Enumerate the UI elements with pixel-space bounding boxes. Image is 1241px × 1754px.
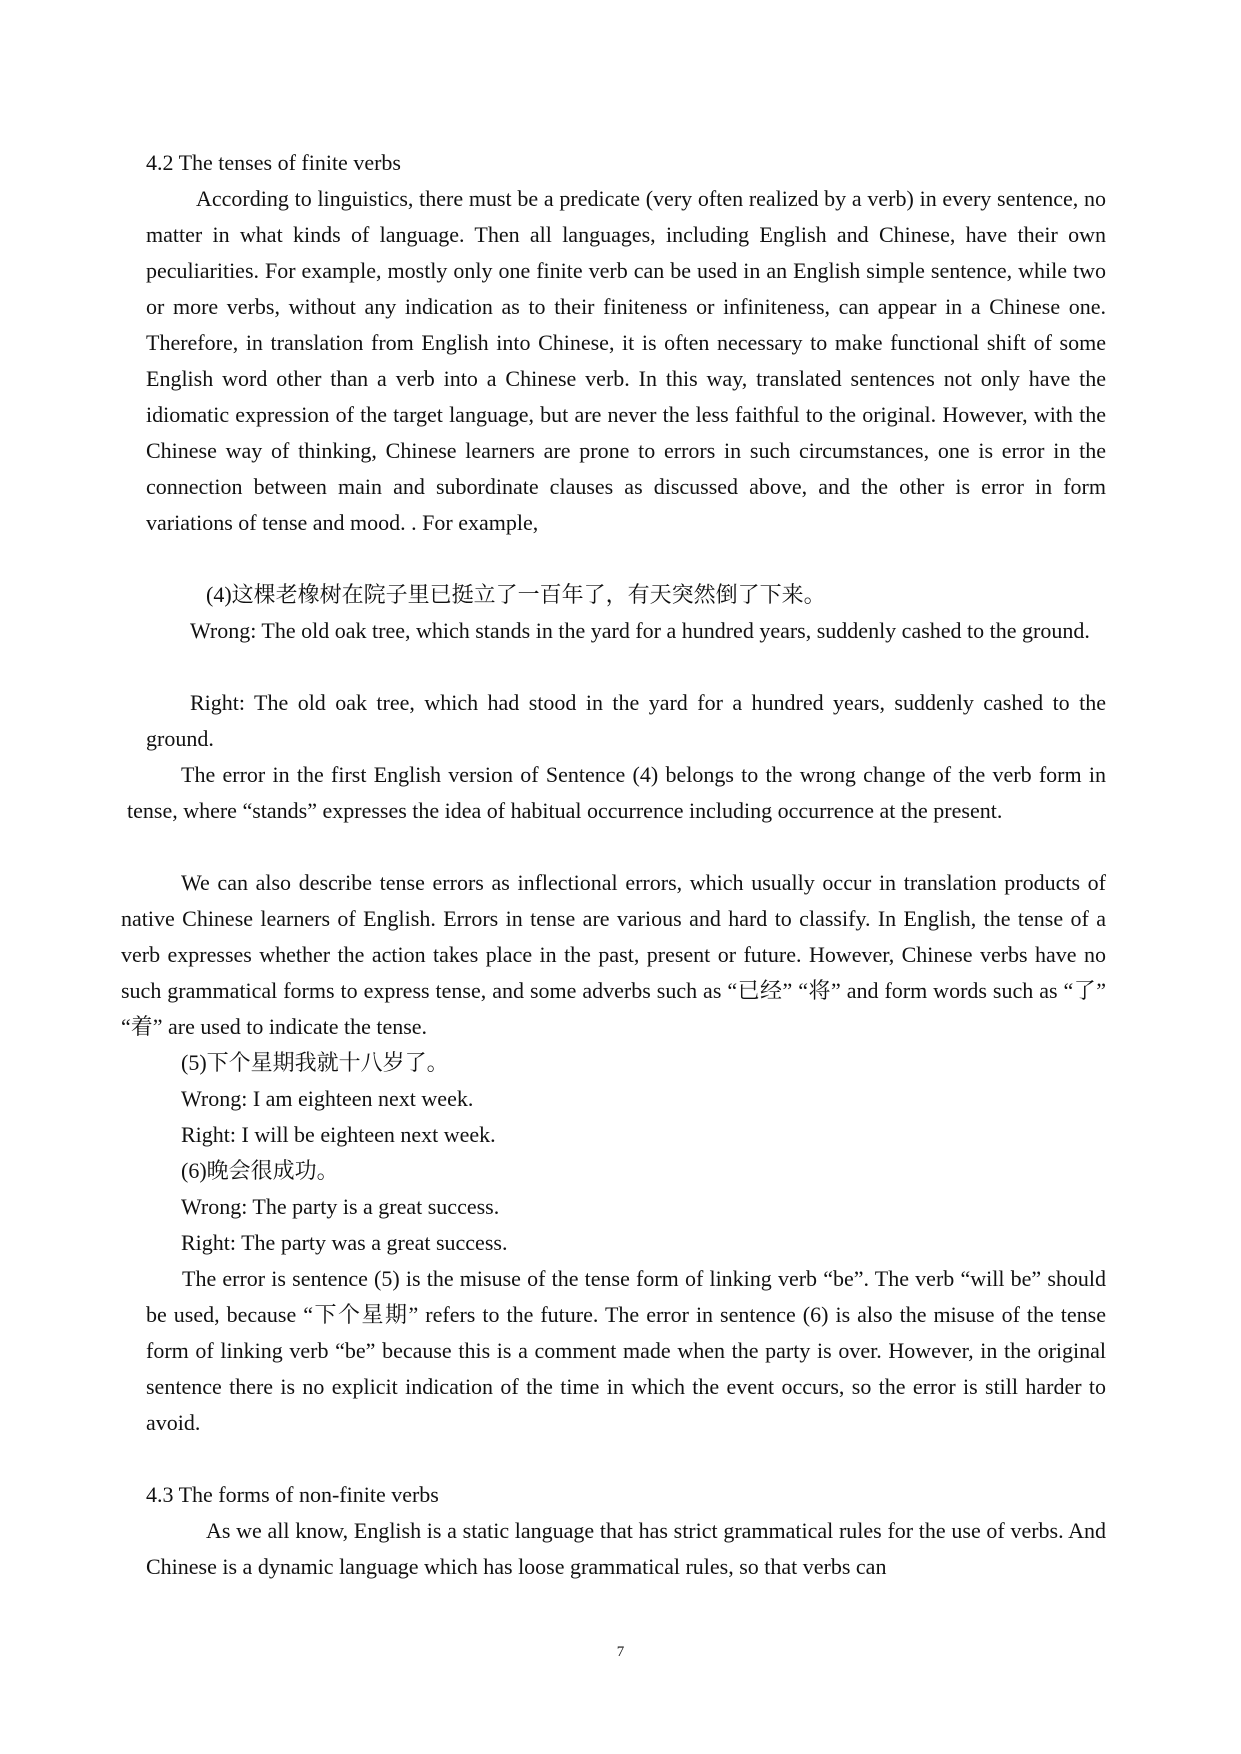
example-4-wrong: Wrong: The old oak tree, which stands in the yard for a hundred years, suddenly cashed to the ground. [190, 618, 1090, 643]
section-heading-4-3: 4.3 The forms of non-finite verbs [146, 1482, 439, 1507]
paragraph-predicate-intro: According to linguistics, there must be a predicate (very often realized by a verb) in every sentence, no matter in what kinds of language. Then all languages, including English and Chinese, have their own peculiarities. For example, mostly only one finite verb can be used in an English simple sentence, while two or more verbs, without any indication as to their finiteness or infiniteness, can appear in a Chinese one. Therefore, in translation from English into Chinese, it is often necessary to make functional shift of some English word other than a verb into a Chinese verb. In this way, translated sentences not only have the idiomatic expression of the target language, but are never the less faithful to the original. However, with the Chinese way of thinking, Chinese learners are prone to errors in such circumstances, one is error in the connection between main and subordinate clauses as discussed above, and the other is error in form variations of tense and mood. . For example, [146, 186, 1106, 535]
example-4-source: (4)这棵老橡树在院子里已挺立了一百年了，有天突然倒了下来。 [206, 582, 826, 607]
paragraph-tense-errors: We can also describe tense errors as inflectional errors, which usually occur in translation products of native Chinese learners of English. Errors in tense are various and hard to classify. In English, the tense of a verb expresses whether the action takes place in the past, present or future. However, Chinese verbs have no such grammatical forms to express tense, and some adverbs such as “已经” “将” and form words such as “了” “着” are used to indicate the tense. [121, 870, 1106, 1039]
example-5-source: (5)下个星期我就十八岁了。 [181, 1050, 449, 1075]
example-6-wrong: Wrong: The party is a great success. [181, 1194, 500, 1219]
section-heading-4-2: 4.2 The tenses of finite verbs [146, 150, 401, 175]
example-6-right: Right: The party was a great success. [181, 1230, 508, 1255]
paragraph-example-4-explanation: The error in the first English version of Sentence (4) belongs to the wrong change of the verb form in tense, where “stands” expresses the idea of habitual occurrence including occurrence at the present. [127, 762, 1106, 823]
example-5-right: Right: I will be eighteen next week. [181, 1122, 496, 1147]
example-6-source: (6)晚会很成功。 [181, 1158, 339, 1183]
example-4-right: Right: The old oak tree, which had stood in the yard for a hundred years, suddenly cashed to the ground. [146, 690, 1106, 751]
page-number: 7 [616, 1644, 625, 1660]
paragraph-static-dynamic-language: As we all know, English is a static language that has strict grammatical rules for the use of verbs. And Chinese is a dynamic language which has loose grammatical rules, so that verbs can [146, 1518, 1106, 1579]
example-5-wrong: Wrong: I am eighteen next week. [181, 1086, 474, 1111]
paragraph-examples-explanation: The error is sentence (5) is the misuse of the tense form of linking verb “be”. The verb “will be” should be used, because “下个星期” refers to the future. The error in sentence (6) is also the misuse of the tense form of linking verb “be” because this is a comment made when the party is over. However, in the original sentence there is no explicit indication of the time in which the event occurs, so the error is still harder to avoid. [146, 1266, 1106, 1435]
